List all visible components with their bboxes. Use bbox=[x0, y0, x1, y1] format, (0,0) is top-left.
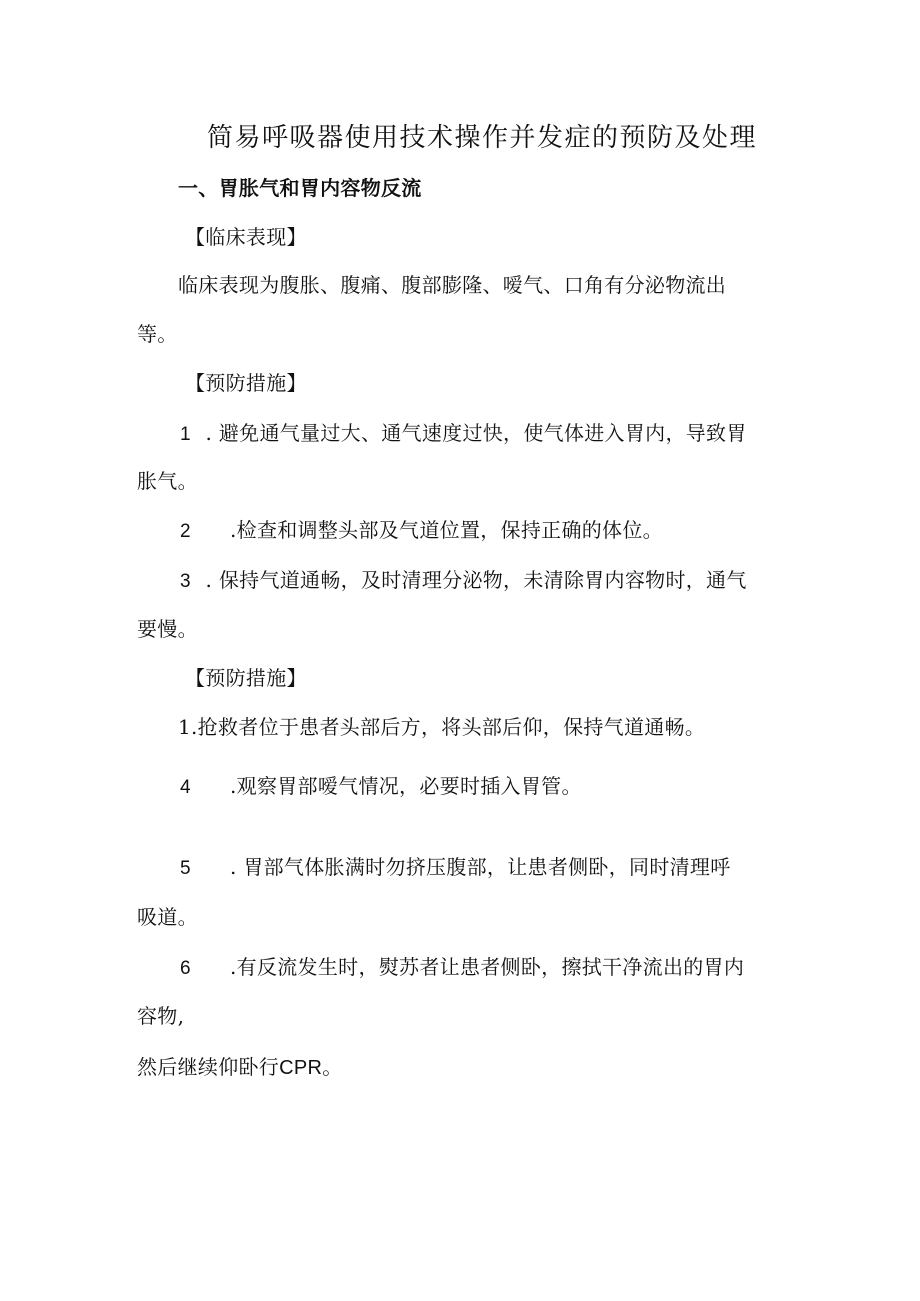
treatment-item-1: 1.抢救者位于患者头部后方，将头部后仰，保持气道通畅。 bbox=[178, 715, 706, 739]
prevention-item-1-number: 1 bbox=[180, 424, 191, 445]
treatment-item-5-continued: 吸道。 bbox=[137, 905, 198, 929]
final-line bbox=[137, 1055, 343, 1080]
final-line-cpr: CPR bbox=[279, 1057, 323, 1079]
prevention-item-1 bbox=[180, 421, 747, 447]
prevention-item-1-continued: 胀气。 bbox=[137, 469, 198, 493]
treatment-item-4 bbox=[180, 774, 582, 800]
section-heading: 一、胃胀气和胃内容物反流 bbox=[178, 176, 422, 200]
treatment-item-4-number: 4 bbox=[180, 777, 191, 798]
treatment-item-5 bbox=[180, 855, 731, 881]
prevention-item-2-number: 2 bbox=[180, 521, 191, 542]
clinical-text-line-1: 临床表现为腹胀、腹痛、腹部膨隆、嗳气、口角有分泌物流出 bbox=[178, 273, 727, 297]
clinical-text-line-2: 等。 bbox=[137, 322, 178, 346]
treatment-item-6-continued: 容物, bbox=[137, 1004, 185, 1028]
final-line-prefix: 然后继续仰卧行 bbox=[137, 1055, 280, 1079]
prevention-item-2-text: .检查和调整头部及气道位置，保持正确的体位。 bbox=[230, 518, 663, 542]
prevention-item-3-text: . 保持气道通畅，及时清理分泌物，未清除胃内容物时，通气 bbox=[205, 568, 747, 592]
treatment-item-5-text: . 胃部气体胀满时勿挤压腹部，让患者侧卧，同时清理呼 bbox=[230, 855, 731, 879]
prevention-item-3 bbox=[180, 568, 747, 594]
clinical-label: 【临床表现】 bbox=[185, 225, 307, 249]
prevention-item-3-number: 3 bbox=[180, 571, 191, 592]
treatment-item-5-number: 5 bbox=[180, 858, 191, 879]
treatment-item-4-text: .观察胃部嗳气情况，必要时插入胃管。 bbox=[230, 774, 582, 798]
treatment-item-6-number: 6 bbox=[180, 958, 191, 979]
document-title: 简易呼吸器使用技术操作并发症的预防及处理 bbox=[207, 123, 758, 153]
prevention-item-1-text: . 避免通气量过大、通气速度过快，使气体进入胃内，导致胃 bbox=[205, 421, 747, 445]
prevention-item-2 bbox=[180, 518, 663, 544]
treatment-item-6-text: .有反流发生时，熨苏者让患者侧卧，擦拭干净流出的胃内 bbox=[230, 955, 745, 979]
prevention-label: 【预防措施】 bbox=[185, 371, 307, 395]
final-line-suffix: 。 bbox=[322, 1055, 343, 1079]
prevention-item-3-continued: 要慢。 bbox=[137, 617, 198, 641]
treatment-label: 【预防措施】 bbox=[185, 666, 307, 690]
treatment-item-6 bbox=[180, 955, 744, 981]
